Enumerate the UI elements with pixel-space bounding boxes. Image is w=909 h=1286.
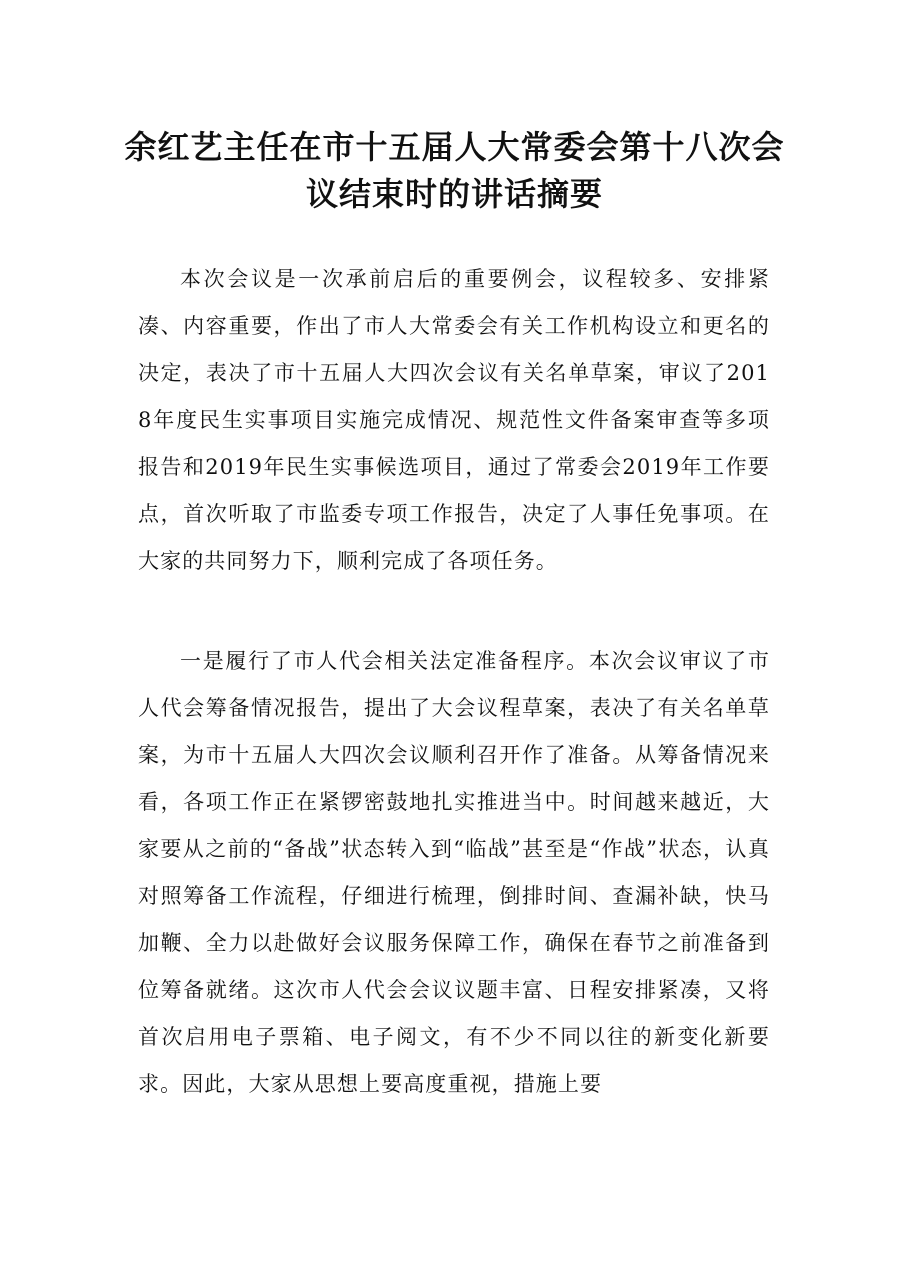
document-title: 余红艺主任在市十五届人大常委会第十八次会议结束时的讲话摘要 [124, 128, 785, 213]
body-paragraph-1: 本次会议是一次承前启后的重要例会，议程较多、安排紧凑、内容重要，作出了市人大常委会有关工作机构设立和更名的决定，表决了市十五届人大四次会议有关名单草案，审议了2018年度民生实事项目实施完成情况、规范性文件备案审查等多项报告和2019年民生实事候选项目，通过了常委会2019年工作要点，首次听取了市监委专项工作报告，决定了人事任免事项。在大家的共同努力下，顺利完成了各项任务。 [138, 267, 770, 573]
body-paragraph-2: 一是履行了市人代会相关法定准备程序。本次会议审议了市人代会筹备情况报告，提出了大会议程草案，表决了有关名单草案，为市十五届人大四次会议顺利召开作了准备。从筹备情况来看，各项工作正在紧锣密鼓地扎实推进当中。时间越来越近，大家要从之前的“备战”状态转入到“临战”甚至是“作战”状态，认真对照筹备工作流程，仔细进行梳理，倒排时间、查漏补缺，快马加鞭、全力以赴做好会议服务保障工作，确保在春节之前准备到位筹备就绪。这次市人代会会议议题丰富、日程安排紧凑，又将首次启用电子票箱、电子阅文，有不少不同以往的新变化新要求。因此，大家从思想上要高度重视，措施上要 [138, 649, 770, 1096]
